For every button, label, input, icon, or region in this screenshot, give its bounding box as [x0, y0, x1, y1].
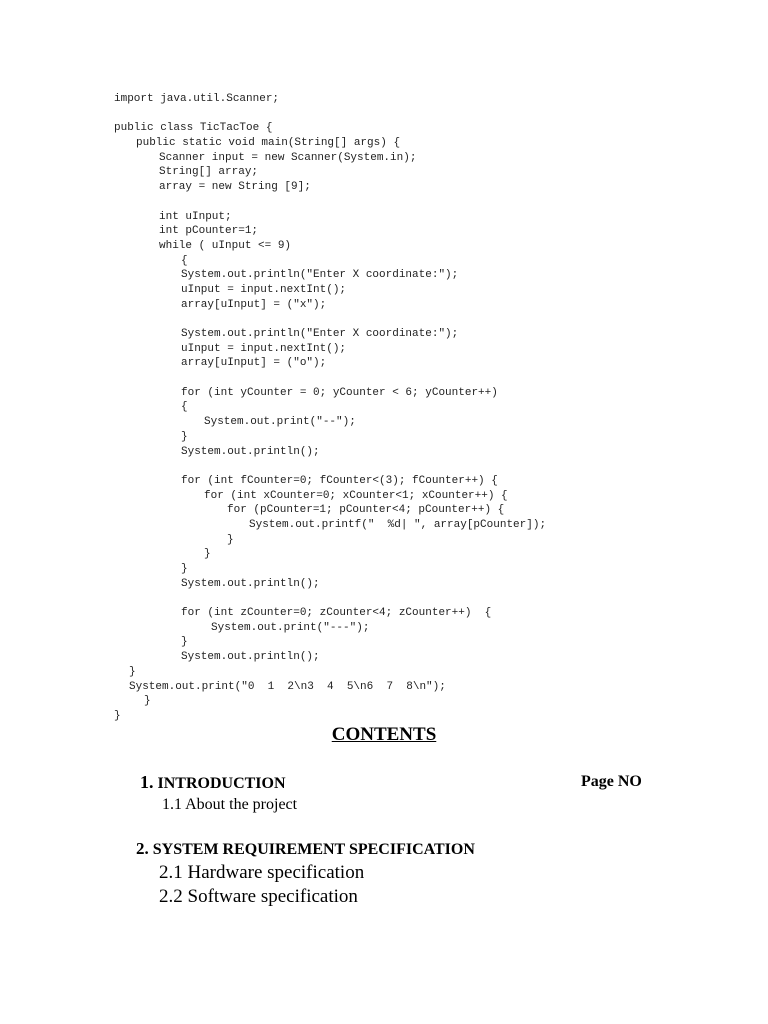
code-line: }	[227, 533, 234, 546]
section-2-number: 2.	[136, 839, 149, 858]
code-line: }	[181, 636, 188, 649]
code-line	[0, 371, 768, 386]
code-line: System.out.println();	[181, 651, 320, 664]
code-line: System.out.println();	[181, 445, 320, 458]
section-2-title: SYSTEM REQUIREMENT SPECIFICATION	[152, 841, 475, 858]
java-code-listing	[0, 92, 768, 724]
code-line: public class TicTacToe {	[114, 122, 273, 135]
page-no-label: Page NO	[581, 773, 642, 790]
code-line: {	[181, 401, 188, 414]
code-line: Scanner input = new Scanner(System.in);	[159, 151, 417, 164]
code-line: for (int xCounter=0; xCounter<1; xCounter++) {	[204, 489, 508, 502]
code-line: }	[144, 695, 151, 708]
code-line: }	[181, 563, 188, 575]
code-line: }	[181, 430, 188, 443]
code-line: System.out.print("---");	[211, 621, 370, 634]
section-1-number: 1.	[140, 772, 154, 792]
code-line: int uInput;	[159, 210, 232, 223]
code-line: String[] array;	[159, 166, 259, 179]
code-line: import java.util.Scanner;	[114, 93, 280, 105]
section-1-title: INTRODUCTION	[157, 775, 286, 792]
code-line: for (int yCounter = 0; yCounter < 6; yCounter++)	[181, 386, 498, 399]
code-line: }	[204, 548, 211, 561]
code-line: array = new String [9];	[159, 181, 311, 194]
subsection-2-1: 2.1 Hardware specification	[159, 862, 365, 883]
code-line: public static void main(String[] args) {	[136, 137, 401, 150]
code-line: System.out.print("0 1 2\n3 4 5\n6 7 8\n");	[129, 680, 446, 693]
code-line: {	[181, 254, 188, 267]
code-line: System.out.printf(" %d| ", array[pCounter]);	[249, 518, 547, 531]
code-line	[0, 107, 768, 122]
code-line: System.out.println();	[181, 577, 320, 590]
subsection-1-1: 1.1 About the project	[162, 796, 298, 813]
code-line	[0, 195, 768, 210]
subsection-2-2: 2.2 Software specification	[159, 886, 358, 907]
code-line: int pCounter=1;	[159, 225, 259, 238]
code-line	[0, 459, 768, 474]
code-line	[0, 591, 768, 606]
code-line: array[uInput] = ("x");	[181, 298, 327, 311]
code-line: }	[114, 709, 121, 722]
code-line: array[uInput] = ("o");	[181, 357, 327, 370]
contents-heading: CONTENTS	[331, 724, 437, 745]
section-2-heading	[136, 839, 475, 859]
code-line: }	[129, 665, 136, 678]
code-line: for (pCounter=1; pCounter<4; pCounter++) {	[227, 504, 505, 517]
code-line: System.out.println("Enter X coordinate:");	[181, 269, 459, 282]
code-line: uInput = input.nextInt();	[181, 283, 347, 296]
section-1-heading	[140, 772, 286, 793]
code-line: for (int fCounter=0; fCounter<(3); fCounter++) {	[181, 474, 498, 487]
code-line	[0, 312, 768, 327]
code-line: uInput = input.nextInt();	[181, 342, 347, 355]
code-line: while ( uInput <= 9)	[159, 239, 292, 252]
code-line: System.out.print("--");	[204, 416, 356, 429]
code-line: System.out.println("Enter X coordinate:");	[181, 328, 459, 340]
code-line: for (int zCounter=0; zCounter<4; zCounter++) {	[181, 607, 492, 620]
